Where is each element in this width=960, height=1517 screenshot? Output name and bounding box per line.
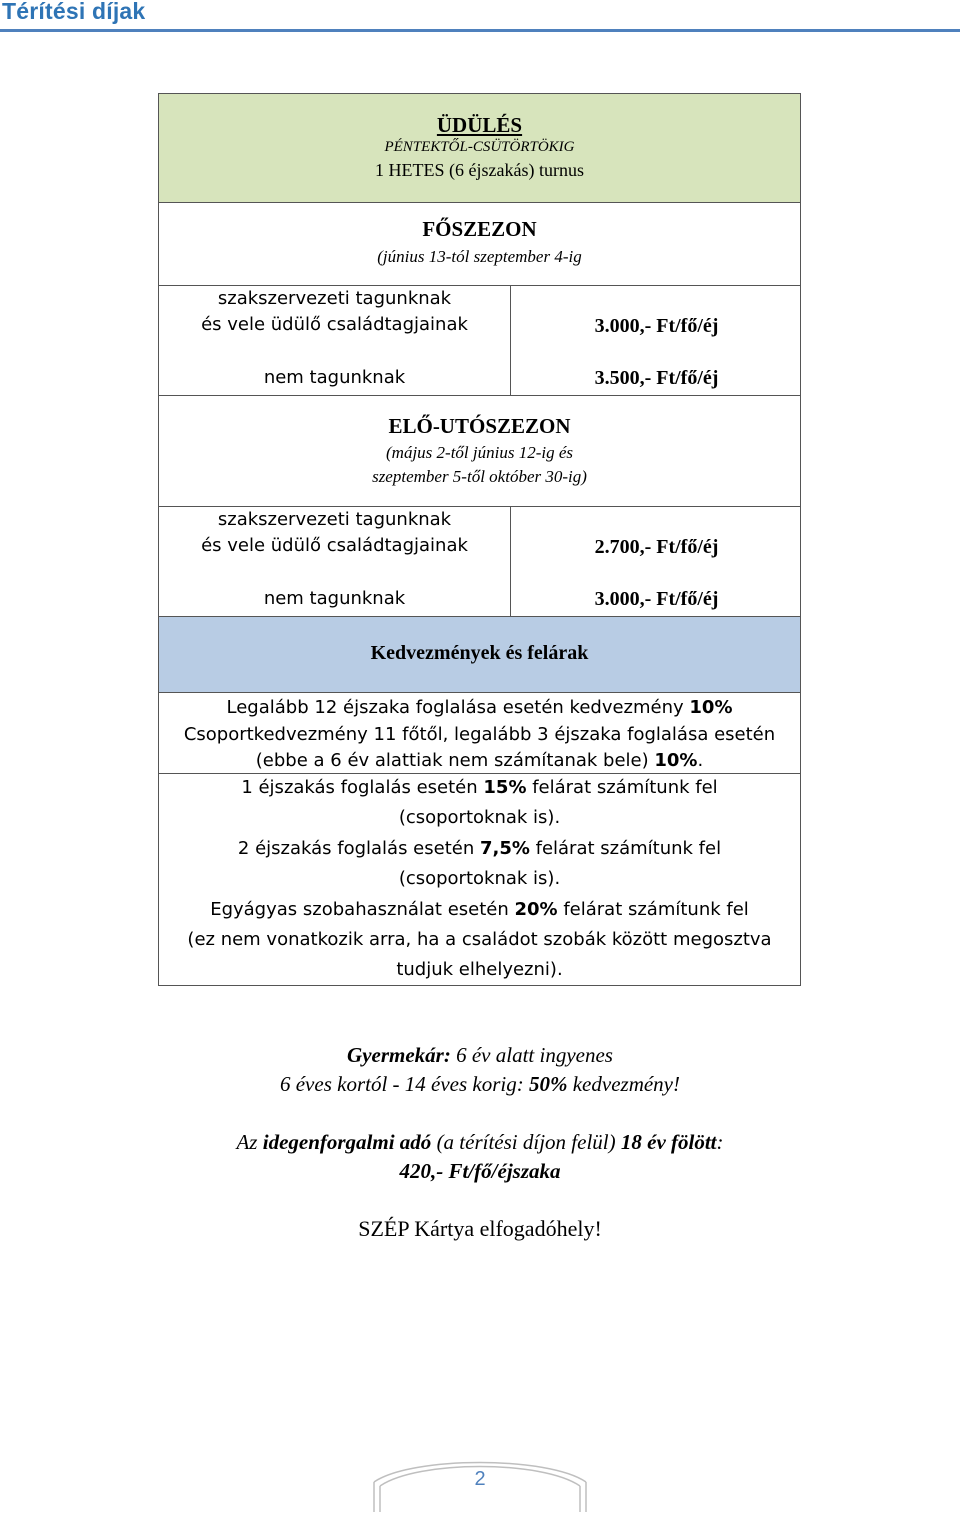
discount-line-2: Csoportkedvezmény 11 főtől, legalább 3 éjszaka foglalása esetén — [183, 724, 776, 745]
children-price-line-1: Gyermekár: 6 év alatt ingyenes — [347, 1043, 613, 1067]
foszezon-title: FŐSZEZON — [422, 217, 537, 241]
udules-header — [159, 94, 800, 202]
tourist-tax-age: 18 év fölött — [620, 1130, 717, 1154]
tourist-tax-amount: 420,- Ft/fő/éjszaka — [399, 1159, 561, 1183]
discount-percent: 10% — [654, 750, 698, 771]
divider — [159, 506, 800, 507]
header-divider — [0, 29, 960, 32]
foszezon-member-price: 3.000,- Ft/fő/éj — [594, 315, 719, 337]
children-price-line-2: 6 éves kortól - 14 éves korig: 50% kedvezmény! — [279, 1072, 680, 1096]
eloszezon-period-2: szeptember 5-től október 30-ig) — [372, 467, 587, 486]
children-discount-percent: 50% — [528, 1072, 568, 1096]
tourist-tax-label: idegenforgalmi adó — [262, 1130, 432, 1154]
foszezon-member-label-1: szakszervezeti tagunknak — [217, 288, 452, 309]
divider — [159, 692, 800, 693]
page-number: 2 — [474, 1468, 486, 1490]
eloszezon-title: ELŐ-UTÓSZEZON — [388, 414, 571, 438]
surcharge-3-line-2: (ez nem vonatkozik arra, ha a családot szobák között megosztva — [187, 929, 772, 950]
children-price-label: Gyermekár: — [347, 1043, 451, 1067]
eloszezon-member-price: 2.700,- Ft/fő/éj — [594, 536, 719, 558]
discount-percent: 10% — [689, 697, 733, 718]
surcharge-3-line-3: tudjuk elhelyezni). — [396, 959, 563, 980]
eloszezon-nonmember-label: nem tagunknak — [263, 588, 406, 609]
discount-line-3: (ebbe a 6 év alattiak nem számítanak bele) 10%. — [255, 750, 704, 771]
udules-days: PÉNTEKTŐL-CSÜTÖRTÖKIG — [384, 139, 575, 155]
foszezon-member-label-2: és vele üdülő családtagjainak — [201, 314, 468, 335]
foszezon-nonmember-label: nem tagunknak — [263, 367, 406, 388]
divider — [159, 285, 800, 286]
foszezon-period: (június 13-tól szeptember 4-ig — [377, 247, 582, 266]
page-header-title: Térítési díjak — [2, 0, 146, 24]
foszezon-nonmember-price: 3.500,- Ft/fő/éj — [594, 367, 719, 389]
eloszezon-member-label-1: szakszervezeti tagunknak — [217, 509, 452, 530]
discounts-title: Kedvezmények és felárak — [370, 642, 589, 664]
discount-line-1: Legalább 12 éjszaka foglalása esetén kedvezmény 10% — [226, 697, 733, 718]
surcharge-2-line-2: (csoportoknak is). — [398, 868, 561, 889]
udules-turnus: 1 HETES (6 éjszakás) turnus — [375, 160, 584, 180]
price-table — [158, 93, 801, 986]
page-number-badge — [372, 1452, 588, 1512]
surcharge-percent: 20% — [514, 899, 558, 920]
surcharge-2-line-1: 2 éjszakás foglalás esetén 7,5% felárat számítunk fel — [237, 838, 722, 859]
eloszezon-period-1: (május 2-től június 12-ig és — [386, 443, 573, 462]
surcharge-1-line-2: (csoportoknak is). — [398, 807, 561, 828]
szep-card-note: SZÉP Kártya elfogadóhely! — [358, 1216, 602, 1241]
surcharge-3-line-1: Egyágyas szobahasználat esetén 20% felárat számítunk fel — [210, 899, 749, 920]
foszezon-header — [159, 203, 800, 285]
eloszezon-nonmember-price: 3.000,- Ft/fő/éj — [594, 588, 719, 610]
udules-title: ÜDÜLÉS — [436, 113, 523, 137]
surcharge-percent: 7,5% — [479, 838, 530, 859]
discounts-header — [159, 617, 800, 692]
tourist-tax-line: Az idegenforgalmi adó (a térítési díjon felül) 18 év fölött: — [236, 1130, 724, 1154]
divider — [159, 773, 800, 774]
eloszezon-member-label-2: és vele üdülő családtagjainak — [201, 535, 468, 556]
eloszezon-header — [159, 396, 800, 506]
surcharge-percent: 15% — [483, 777, 527, 798]
surcharge-1-line-1: 1 éjszakás foglalás esetén 15% felárat számítunk fel — [241, 777, 718, 798]
